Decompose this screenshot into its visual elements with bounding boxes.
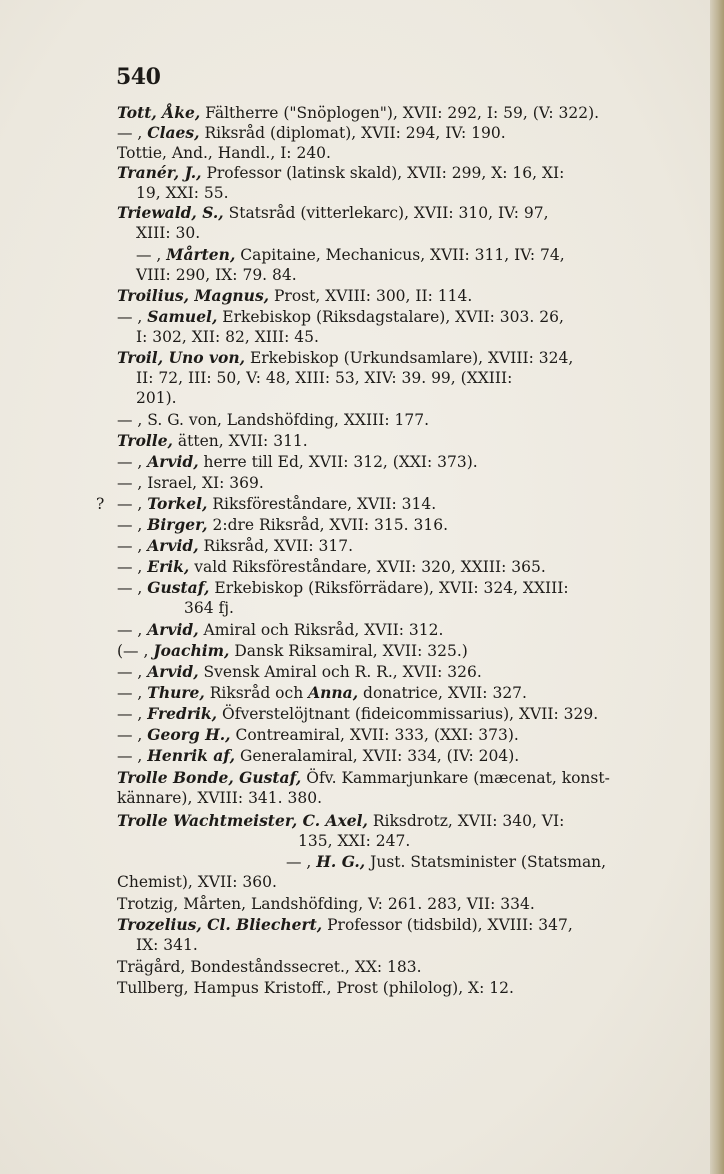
entry-text: VIII: 290, IX: 79. 84. (136, 266, 297, 284)
index-line (117, 811, 564, 831)
index-line (117, 746, 519, 766)
entry-name: Mårten, (166, 245, 236, 264)
entry-text: herre till Ed, XVII: 312, (XXI: 373). (198, 453, 478, 471)
entry-name: Samuel, (147, 307, 218, 326)
entry-text: Riksråd och (204, 684, 309, 702)
entry-text: Trägård, Bondeståndssecret., XX: 183. (117, 958, 422, 976)
entry-text: Öfv. Kammarjunkare (mæcenat, konst- (301, 769, 610, 787)
margin-mark: ? (96, 495, 105, 513)
index-line (136, 223, 200, 243)
index-line (117, 123, 506, 143)
entry-name: Henrik af, (147, 746, 236, 765)
entry-text: Fältherre ("Snöplogen"), XVII: 292, I: 59, (V: 322). (200, 104, 600, 122)
entry-text: Professor (tidsbild), XVIII: 347, (322, 916, 573, 934)
entry-text: IX: 341. (136, 936, 198, 954)
entry-text: Chemist), XVII: 360. (117, 873, 277, 891)
index-line (117, 704, 598, 724)
entry-text: — , (117, 453, 148, 471)
index-line (117, 431, 308, 451)
entry-text: vald Riksföreståndare, XVII: 320, XXIII: 365. (189, 558, 546, 576)
entry-name: Torkel, (147, 494, 208, 513)
index-line (117, 978, 514, 998)
entry-name: Arvid, (147, 452, 199, 471)
entry-text: Riksföreståndare, XVII: 314. (207, 495, 437, 513)
index-line (117, 872, 277, 892)
index-line (117, 348, 573, 368)
entry-name: Troil, Uno von, (117, 348, 246, 367)
index-line (117, 203, 549, 223)
entry-name: Thure, (147, 683, 205, 702)
entry-name: Fredrik, (147, 704, 218, 723)
entry-text: I: 302, XII: 82, XIII: 45. (136, 328, 319, 346)
entry-text: Tullberg, Hampus Kristoff., Prost (philolog), X: 12. (117, 979, 514, 997)
entry-text: Contreamiral, XVII: 333, (XXI: 373). (230, 726, 519, 744)
entry-text: — , (117, 308, 148, 326)
entry-text: (— , (117, 642, 154, 660)
index-line (117, 894, 535, 914)
entry-text: Svensk Amiral och R. R., XVII: 326. (198, 663, 482, 681)
index-line (117, 662, 482, 682)
entry-name: Trolle Wachtmeister, C. Axel, (117, 811, 368, 830)
entry-text: Riksdrotz, XVII: 340, VI: (367, 812, 565, 830)
entry-name: Trozelius, Cl. Bliechert, (117, 915, 323, 934)
entry-text: Tottie, And., Handl., I: 240. (117, 144, 331, 162)
page-number: 540 (116, 64, 161, 90)
index-line (117, 768, 610, 788)
entry-text: — , (117, 726, 148, 744)
entry-text: — , (117, 621, 148, 639)
index-line (117, 578, 569, 598)
entry-text: XIII: 30. (136, 224, 201, 242)
index-line (117, 163, 564, 183)
entry-text: Erkebiskop (Riksförrädare), XVII: 324, XXIII: (209, 579, 569, 597)
index-line (136, 388, 177, 408)
entry-text: — , (117, 579, 148, 597)
index-line (117, 410, 429, 430)
entry-text: — , (117, 747, 148, 765)
index-line (117, 915, 573, 935)
entry-name: Erik, (147, 557, 190, 576)
entry-text: Prost, XVIII: 300, II: 114. (269, 287, 473, 305)
entry-name: Georg H., (147, 725, 231, 744)
index-line (136, 245, 565, 265)
entry-text: Öfverstelöjtnant (fideicommissarius), XVII: 329. (217, 705, 599, 723)
index-line (286, 852, 606, 872)
entry-name: Triewald, S., (117, 203, 224, 222)
entry-name: Arvid, (147, 536, 199, 555)
index-line (117, 452, 478, 472)
entry-name: Arvid, (147, 662, 199, 681)
entry-text: — , (286, 853, 317, 871)
entry-text: Riksråd (diplomat), XVII: 294, IV: 190. (199, 124, 506, 142)
index-line (136, 327, 319, 347)
index-line (136, 265, 297, 285)
entry-name: Trolle, (117, 431, 173, 450)
index-line (117, 103, 599, 123)
index-line (136, 183, 229, 203)
entry-text: — , (117, 516, 148, 534)
entry-text: — , S. G. von, Landshöfding, XXIII: 177. (117, 411, 429, 429)
entry-text: Dansk Riksamiral, XVII: 325.) (229, 642, 468, 660)
entry-text: Erkebiskop (Riksdagstalare), XVII: 303. 26, (217, 308, 564, 326)
index-line (298, 831, 410, 851)
entry-text: — , (117, 558, 148, 576)
index-line (136, 935, 198, 955)
index-line (117, 641, 468, 661)
entry-name: Tranér, J., (117, 163, 202, 182)
entry-text: 19, XXI: 55. (136, 184, 229, 202)
entry-name: Arvid, (147, 620, 199, 639)
entry-name: Troilius, Magnus, (117, 286, 270, 305)
entry-text: 364 fj. (184, 599, 234, 617)
index-line (117, 515, 448, 535)
entry-text: — , (117, 663, 148, 681)
entry-text: Erkebiskop (Urkundsamlare), XVIII: 324, (245, 349, 574, 367)
entry-name: Claes, (147, 123, 200, 142)
index-line (117, 683, 527, 703)
entry-name: Trolle Bonde, Gustaf, (117, 768, 302, 787)
entry-text: 2:dre Riksråd, XVII: 315. 316. (207, 516, 448, 534)
index-line (117, 494, 436, 514)
entry-name: Gustaf, (147, 578, 210, 597)
entry-text: 135, XXI: 247. (298, 832, 411, 850)
index-line (184, 598, 234, 618)
entry-text: 201). (136, 389, 177, 407)
entry-text: Trotzig, Mårten, Landshöfding, V: 261. 283, VII: 334. (117, 895, 535, 913)
index-line (117, 620, 443, 640)
entry-text: — , (136, 246, 167, 264)
index-line (117, 788, 322, 808)
index-line (117, 307, 564, 327)
entry-text: — , (117, 537, 148, 555)
index-line (117, 557, 546, 577)
entry-name: H. G., (316, 852, 366, 871)
index-line (117, 725, 519, 745)
entry-text: II: 72, III: 50, V: 48, XIII: 53, XIV: 39. 99, (XXIII: (136, 369, 513, 387)
index-line (117, 536, 353, 556)
entry-text: — , (117, 124, 148, 142)
entry-name: Joachim, (153, 641, 230, 660)
entry-name: Anna, (308, 683, 359, 702)
entry-text: Riksråd, XVII: 317. (198, 537, 354, 555)
entry-text: Statsråd (vitterlekarc), XVII: 310, IV: 97, (223, 204, 549, 222)
entry-text: donatrice, XVII: 327. (358, 684, 527, 702)
entry-text: Capitaine, Mechanicus, XVII: 311, IV: 74, (235, 246, 565, 264)
entry-text: kännare), XVIII: 341. 380. (117, 789, 323, 807)
entry-text: Generalamiral, XVII: 334, (IV: 204). (235, 747, 520, 765)
entry-text: — , (117, 705, 148, 723)
index-line (117, 286, 472, 306)
entry-text: — , (117, 495, 148, 513)
index-line (117, 143, 331, 163)
entry-text: ätten, XVII: 311. (172, 432, 308, 450)
entry-text: — , (117, 684, 148, 702)
entry-text: Professor (latinsk skald), XVII: 299, X: 16, XI: (201, 164, 565, 182)
index-line (117, 957, 422, 977)
entry-text: Amiral och Riksråd, XVII: 312. (198, 621, 444, 639)
entry-text: Just. Statsminister (Statsman, (365, 853, 607, 871)
index-line (117, 473, 264, 493)
entry-name: Birger, (147, 515, 208, 534)
index-line (136, 368, 512, 388)
entry-text: — , Israel, XI: 369. (117, 474, 264, 492)
entry-name: Tott, Åke, (117, 103, 201, 122)
